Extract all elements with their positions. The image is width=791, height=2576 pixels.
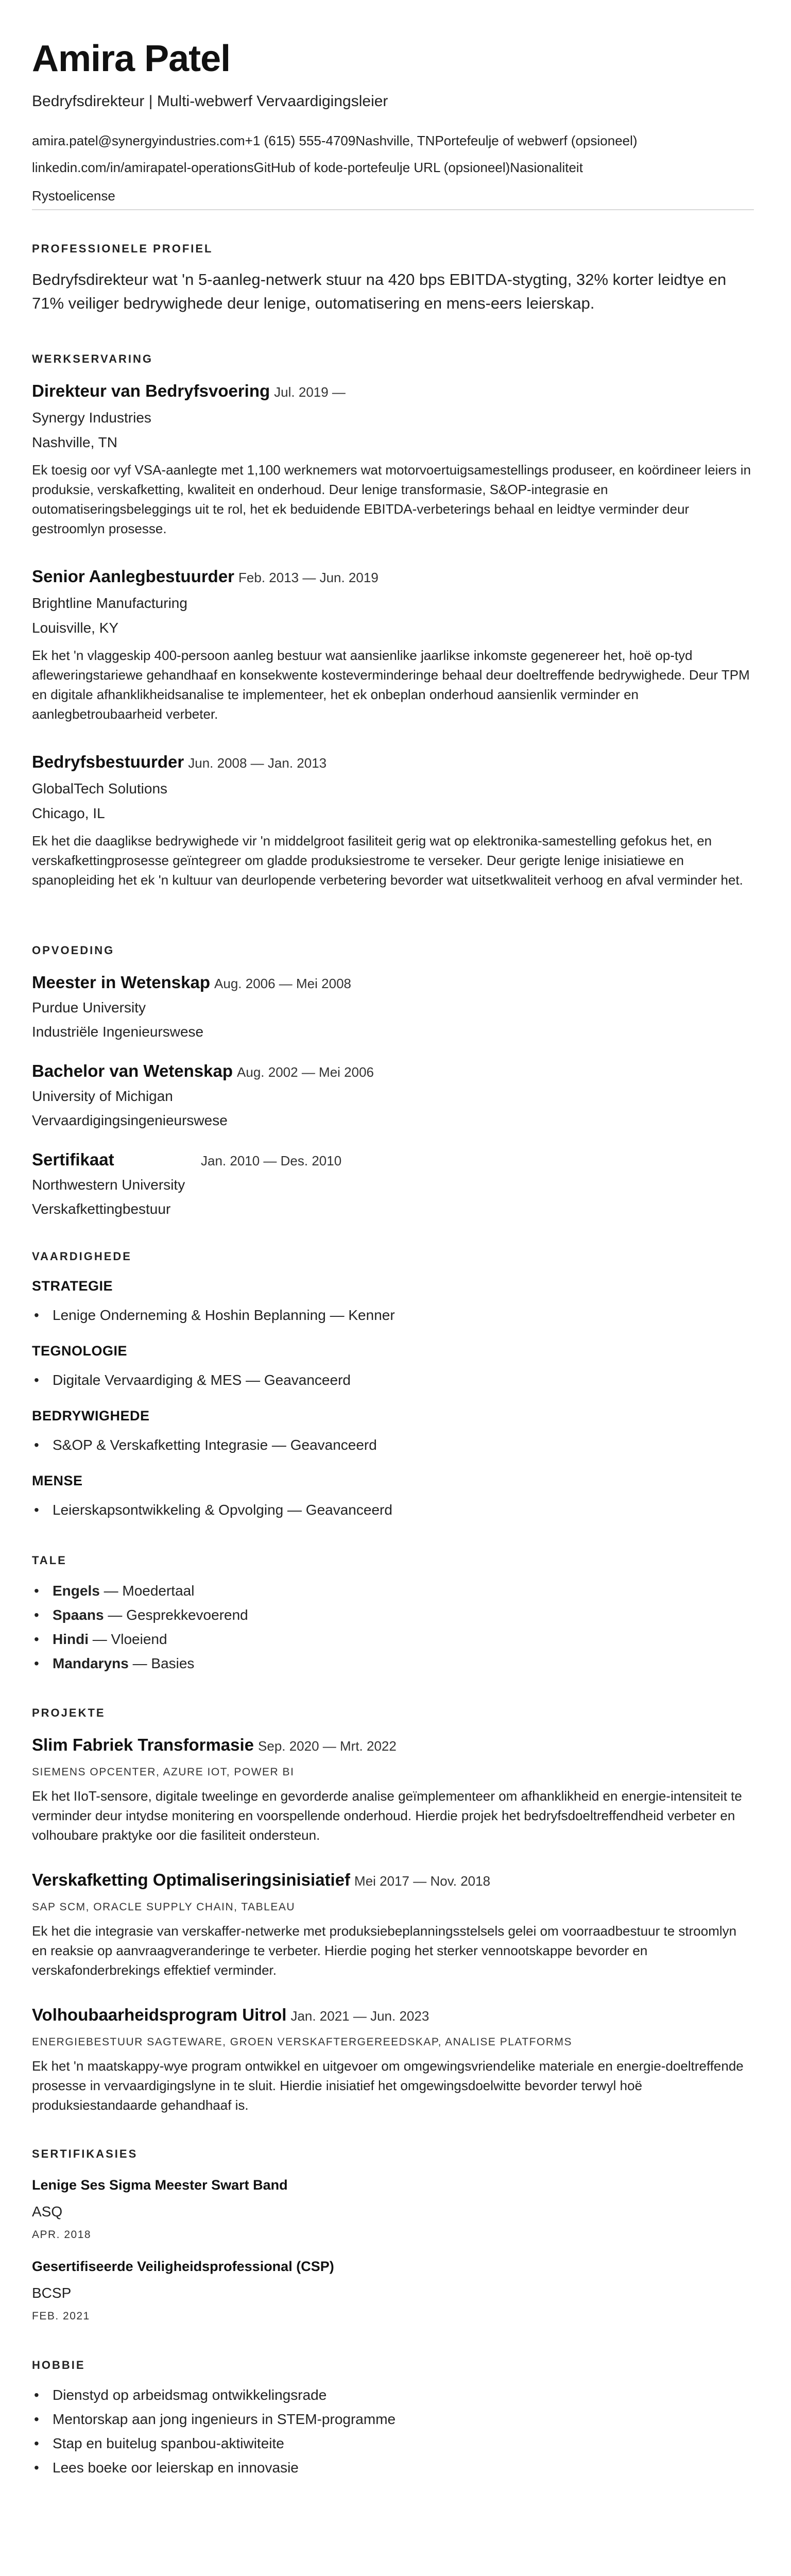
job-title: Direkteur van Bedryfsvoering <box>32 381 270 400</box>
project-dates: Mei 2017 — Nov. 2018 <box>354 1873 491 1889</box>
contact-line-2: linkedin.com/in/amirapatel-operationsGitHub of kode-portefeulje URL (opsioneel)Nasionaliteit <box>32 160 583 175</box>
language-level: — Moedertaal <box>99 1583 195 1599</box>
contact-line-3: Rystoelicense <box>32 188 115 204</box>
certification-org: BCSP <box>32 2285 72 2301</box>
degree: Bachelor van Wetenskap <box>32 1061 233 1080</box>
project-tech: SIEMENS OPCENTER, AZURE IOT, POWER BI <box>32 1766 295 1778</box>
language-name: Engels <box>53 1583 100 1599</box>
certification-date: APR. 2018 <box>32 2229 92 2241</box>
language-name: Hindi <box>53 1631 89 1647</box>
contact-line-1: amira.patel@synergyindustries.com+1 (615) 555-4709Nashville, TNPortefeulje of webwerf (opsioneel) <box>32 133 638 148</box>
skill-item: • Digitale Vervaardiging & MES — Geavanceerd <box>32 1372 351 1388</box>
language-item <box>32 1607 248 1623</box>
education-item-title <box>32 1061 374 1081</box>
degree: Sertifikaat <box>32 1150 114 1169</box>
certification-name: Gesertifiseerde Veiligheidsprofessional (CSP) <box>32 2259 334 2274</box>
education-dates: Jan. 2010 — Des. 2010 <box>201 1153 342 1168</box>
profile-heading: PROFESSIONELE PROFIEL <box>32 242 213 255</box>
project-title: Verskafketting Optimaliseringsinisiatief <box>32 1870 351 1889</box>
job-dates: Jul. 2019 — <box>274 384 346 400</box>
job-company: GlobalTech Solutions <box>32 781 168 796</box>
job-title: Senior Aanlegbestuurder <box>32 567 235 586</box>
language-item <box>32 1631 167 1648</box>
education-dates: Aug. 2006 — Mei 2008 <box>214 976 351 991</box>
school: Northwestern University <box>32 1177 185 1193</box>
certification-name: Lenige Ses Sigma Meester Swart Band <box>32 2177 288 2193</box>
project-title: Slim Fabriek Transformasie <box>32 1735 254 1754</box>
education-heading: OPVOEDING <box>32 944 115 957</box>
language-name: Mandaryns <box>53 1655 129 1671</box>
profile-text: Bedryfsdirekteur wat 'n 5-aanleg-netwerk stuur na 420 bps EBITDA-stygting, 32% korter leidtye en 71% veiliger bedrywighede deur lenige, outomatisering en mens-eers leierskap. <box>32 270 727 312</box>
job-description: Ek het die daaglikse bedrywighede vir 'n middelgroot fasiliteit gerig wat op elektronika-samestelling gefokus het, en verskafkettingprosesse geïntegreer om gladde produksiestrome te verseker. Deur gerigte lenige inisiatiewe en spanopleiding het ek 'n kultuur van deurlopende verbetering bevorder wat uitsetkwaliteit verhoog en afval verminder het. <box>32 833 743 888</box>
skill-group-name: MENSE <box>32 1473 83 1488</box>
job-dates: Feb. 2013 — Jun. 2019 <box>238 570 379 585</box>
hobby-item: • Stap en buitelug spanbou-aktiwiteite <box>32 2435 284 2452</box>
language-item <box>32 1583 194 1599</box>
project-title: Volhoubaarheidsprogram Uitrol <box>32 2005 287 2024</box>
language-level: — Gesprekkevoerend <box>104 1607 248 1623</box>
project-description: Ek het 'n maatskappy-wye program ontwikkel en uitgevoer om omgewingsvriendelike materiale en energie-doeltreffende prosesse in vervaardigingslyne in te sluit. Hierdie inisiatief het omgewingsdoelwitte bevorder terwyl hoë produksiestandaarde gehandhaaf is. <box>32 2058 744 2113</box>
field: Industriële Ingenieurswese <box>32 1024 204 1040</box>
project-tech: SAP SCM, ORACLE SUPPLY CHAIN, TABLEAU <box>32 1901 296 1913</box>
skill-item: • Leierskapsontwikkeling & Opvolging — Geavanceerd <box>32 1502 392 1518</box>
language-item <box>32 1655 194 1672</box>
job-company: Synergy Industries <box>32 410 151 426</box>
project-dates: Jan. 2021 — Jun. 2023 <box>290 2008 429 2024</box>
hobbies-heading: HOBBIE <box>32 2359 85 2371</box>
experience-heading: WERKSERVARING <box>32 352 153 365</box>
skill-group-name: TEGNOLOGIE <box>32 1343 128 1359</box>
field: Vervaardigingsingenieurswese <box>32 1112 228 1128</box>
certification-org: ASQ <box>32 2204 63 2219</box>
skill-item: • S&OP & Verskafketting Integrasie — Geavanceerd <box>32 1437 377 1453</box>
job-location: Louisville, KY <box>32 620 119 636</box>
experience-item-title <box>32 752 326 772</box>
hobby-item: • Lees boeke oor leierskap en innovasie <box>32 2460 299 2476</box>
job-company: Brightline Manufacturing <box>32 595 187 611</box>
language-level: — Vloeiend <box>89 1631 167 1647</box>
skill-item: • Lenige Onderneming & Hoshin Beplanning — Kenner <box>32 1307 395 1324</box>
language-level: — Basies <box>128 1655 195 1671</box>
candidate-title: Bedryfsdirekteur | Multi-webwerf Vervaardigingsleier <box>32 93 388 110</box>
hobby-item: • Dienstyd op arbeidsmag ontwikkelingsrade <box>32 2387 326 2403</box>
hobby-item: • Mentorskap aan jong ingenieurs in STEM-programme <box>32 2411 396 2428</box>
candidate-name: Amira Patel <box>32 38 231 79</box>
skill-group-name: STRATEGIE <box>32 1278 113 1294</box>
project-description: Ek het IIoT-sensore, digitale tweelinge en gevorderde analise geïmplementeer om afhanklikheid en energie-intensiteit te verminder deur intydse monitering en voorspellende onderhoud. Hierdie projek het bedryfsdoeltreffendheid verbeter en volhoubare praktyke oor die fasiliteit ondersteun. <box>32 1788 742 1843</box>
school: Purdue University <box>32 999 146 1015</box>
projects-heading: PROJEKTE <box>32 1706 106 1719</box>
school: University of Michigan <box>32 1088 173 1104</box>
education-dates: Aug. 2002 — Mei 2006 <box>237 1064 374 1080</box>
project-item-title <box>32 1870 490 1890</box>
education-item-title <box>32 1150 341 1170</box>
project-item-title <box>32 2005 429 2025</box>
job-description: Ek toesig oor vyf VSA-aanlegte met 1,100 werknemers wat motorvoertuigsamestellings produseer, en koördineer leiers in produksie, verskafketting, kwaliteit en onderhoud. Deur lenige transformasie, S&OP-integrasie en outomatiseringsbeleggings uit te rol, het ek beduidende EBITDA-verbeterings behaal en leidtye verminder deur gestroomlyn prosesse. <box>32 462 751 536</box>
job-title: Bedryfsbestuurder <box>32 752 184 771</box>
certification-date: FEB. 2021 <box>32 2310 90 2322</box>
project-description: Ek het die integrasie van verskaffer-netwerke met produksiebeplanningsstelsels gelei om voorraadbestuur te stroomlyn en reaksie op aanvraagveranderinge te verbeter. Hierdie poging het sterker vennootskappe bevorder en verskafonderbrekings effektief verminder. <box>32 1923 737 1978</box>
languages-heading: TALE <box>32 1554 67 1567</box>
skills-heading: VAARDIGHEDE <box>32 1250 132 1263</box>
experience-item-title <box>32 381 346 401</box>
project-dates: Sep. 2020 — Mrt. 2022 <box>258 1738 397 1754</box>
project-tech: ENERGIEBESTUUR SAGTEWARE, GROEN VERSKAFTERGEREEDSKAP, ANALISE PLATFORMS <box>32 2036 572 2048</box>
job-dates: Jun. 2008 — Jan. 2013 <box>188 755 327 771</box>
experience-item-title <box>32 567 379 586</box>
field: Verskafkettingbestuur <box>32 1201 171 1217</box>
language-name: Spaans <box>53 1607 104 1623</box>
certifications-heading: SERTIFIKASIES <box>32 2147 138 2160</box>
degree: Meester in Wetenskap <box>32 973 211 992</box>
skill-group-name: BEDRYWIGHEDE <box>32 1408 150 1423</box>
job-location: Chicago, IL <box>32 805 105 821</box>
education-item-title <box>32 973 351 992</box>
project-item-title <box>32 1735 397 1755</box>
header-divider <box>32 209 754 210</box>
job-description: Ek het 'n vlaggeskip 400-persoon aanleg bestuur wat aansienlike jaarlikse inkomste gegenereer het, hoë op-tyd afleweringstariewe gehandhaaf en konsekwente kosteverminderinge behaal deur doeltreffende bedrywighede. Deur TPM en digitale afhanklikheidsanalise te implementeer, het ek onbeplan onderhoud aansienlik verminder en aanlegbetroubaarheid verbeter. <box>32 648 750 722</box>
job-location: Nashville, TN <box>32 434 117 450</box>
